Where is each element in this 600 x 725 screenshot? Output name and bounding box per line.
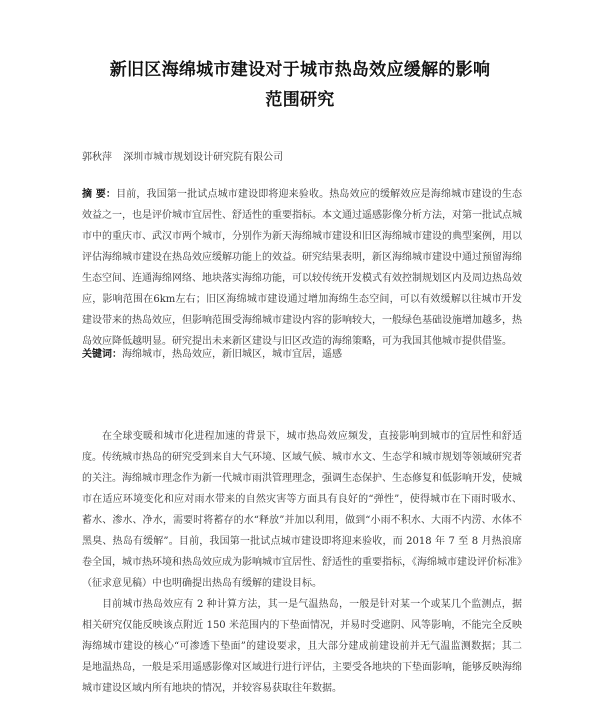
paper-title-line-2: 范围研究: [265, 90, 335, 110]
keywords: [82, 345, 522, 360]
paper-title-line-1: 新旧区海绵城市建设对于城市热岛效应缓解的影响: [109, 60, 491, 80]
abstract-text: 目前，我国第一批试点城市建设即将迎来验收。热岛效应的缓解效应是海绵城市建设的生态效益之一，也是评价城市宜居性、舒适性的重要指标。本文通过遥感影像分析方法，对第一批试点城市中的重庆市、武汉市两个城市，分别作为新天海绵城市建设和旧区海绵城市建设的典型案例，用以评估海绵城市建设在热岛效应缓解功能上的效益。研究结果表明，新区海绵城市建设中通过预留海绵生态空间、连通海绵网络、地块落实海绵功能，可以较传统开发模式有效控制规划区内及周边热岛效应，影响范围在6km左右；旧区海绵城市建设通过增加海绵生态空间，可以有效缓解以往城市开发建设带来的热岛效应，但影响范围受海绵城市建设内容的影响较大，一般绿色基础设施增加越多，热岛效应降低越明显。研究提出未来新区建设与旧区改造的海绵策略，可为我国其他城市提供借鉴。: [82, 189, 523, 347]
abstract-label: 摘 要：: [82, 189, 117, 200]
body-paragraph-1: 在全球变暖和城市化进程加速的背景下，城市热岛效应频发，直接影响到城市的宜居性和舒适度。传统城市热岛的研究受到来自大气环境、区域气候、城市水文、生态学和城市规划等领域研究者的关注。海绵城市理念作为新一代城市雨洪管理理念，强调生态保护、生态修复和低影响开发，使城市在适应环境变化和应对雨水带来的自然灾害等方面具有良好的“弹性”，使得城市在下雨时吸水、蓄水、渗水、净水，需要时将蓄存的水“释放”并加以利用，做到“小雨不积水、大雨不内涝、水体不黑臭、热岛有缓解”。目前，我国第一批试点城市建设即将迎来验收，而 2018 年 7 至 8 月热浪席卷全国，城市热环境和热岛效应成为影响城市宜居性、舒适性的重要指标，《海绵城市建设评价标准》（征求意见稿）中也明确提出热岛有缓解的建设目标。: [82, 431, 522, 589]
author-name: 郭秋萍: [82, 152, 112, 163]
abstract: [82, 184, 522, 352]
author-line: [82, 148, 291, 163]
keywords-label: 关键词：: [82, 349, 122, 360]
keywords-text: 海绵城市，热岛效应，新旧城区，城市宜居，遥感: [122, 349, 342, 360]
body-text: [82, 426, 522, 699]
author-affiliation: 深圳市城市规划设计研究院有限公司: [123, 152, 284, 163]
body-paragraph-2: 目前城市热岛效应有 2 种计算方法，其一是气温热岛，一般是针对某一个或某几个监测点，据相关研究仅能反映该点附近 150 米范围内的下垫面情况，并易时受遮阴、风等影响，不能完全反映海绵城市建设的核心“可渗透下垫面”的建设要求，且大部分建成前建设前并无气温监测数据；其二是地温热岛，一般是采用遥感影像对区域进行进行评估，主要受各地块的下垫面影响，能够反映海绵城市建设区域内所有地块的情况，并较容易获取往年数据。: [82, 599, 522, 694]
